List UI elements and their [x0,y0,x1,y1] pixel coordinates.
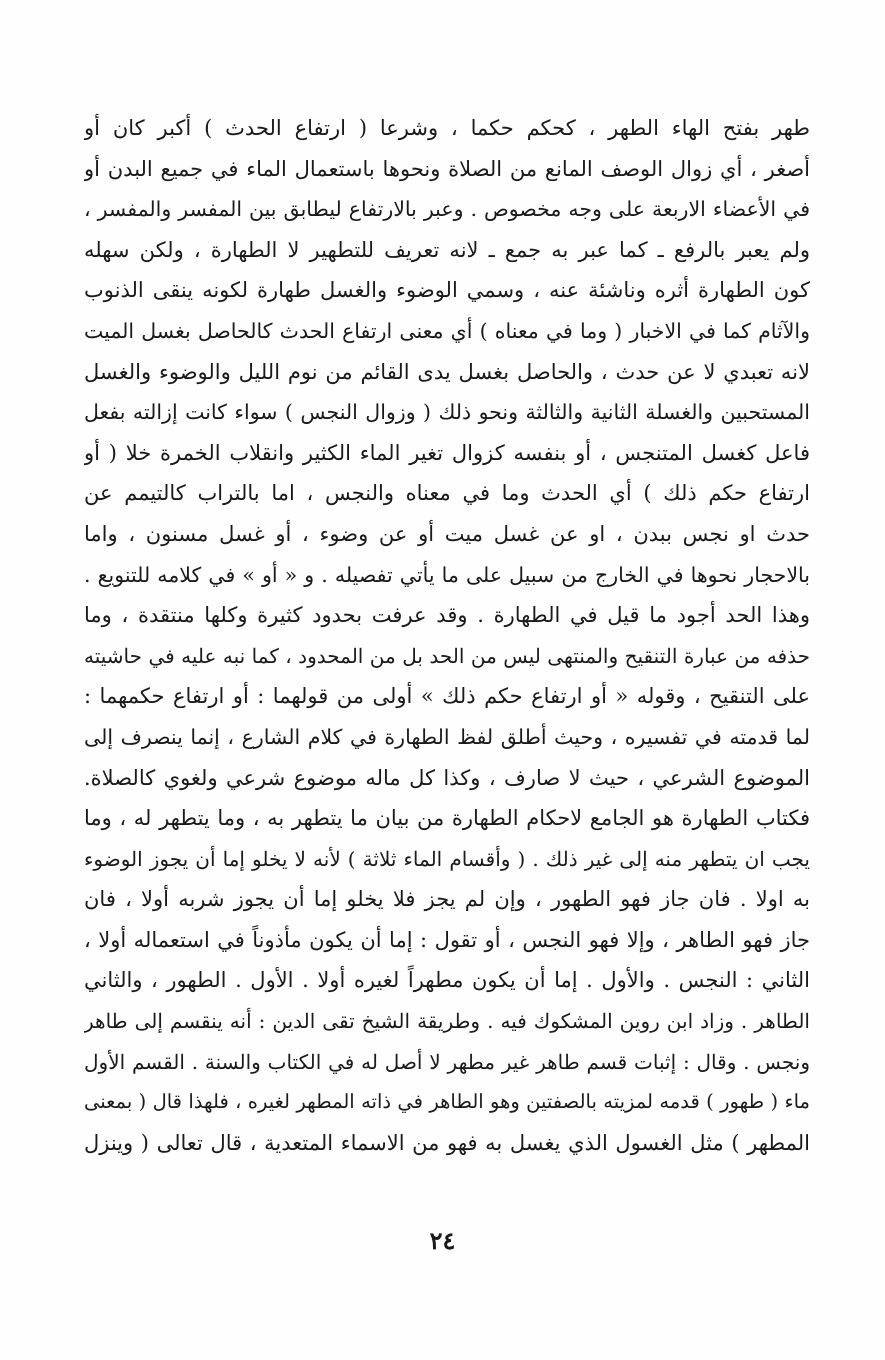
arabic-text-body [84,108,810,1163]
text-line: به اولا . فان جاز فهو الطهور ، وإن لم يجز فلا يخلو إما أن يجوز شربه أولا ، فان [84,887,810,912]
text-line: حذفه من عبارة التنقيح والمنتهى ليس من الحد بل من المحدود ، كما نبه عليه في حاشيته [84,643,810,668]
text-line: الموضوع الشرعي ، حيث لا صارف ، وكذا كل ماله موضوع شرعي ولغوي كالصلاة. [84,765,810,790]
text-line: لانه تعبدي لا عن حدث ، والحاصل بغسل يدى القائم من نوم الليل والوضوء والغسل [84,359,810,384]
text-line: فاعل كغسل المتنجس ، أو بنفسه كزوال تغير الماء الكثير وانقلاب الخمرة خلا ( أو [84,440,810,465]
text-line: الثاني : النجس . والأول . إما أن يكون مطهراً لغيره أولا . الأول . الطهور ، والثاني [84,968,810,993]
text-line: يجب ان يتطهر منه إلى غير ذلك . ( وأقسام الماء ثلاثة ) لأنه لا يخلو إما أن يجوز الوضوء [84,846,810,871]
text-line: كون الطهارة أثره وناشئة عنه ، وسمي الوضوء والغسل طهارة لكونه ينقى الذنوب [84,278,810,303]
text-line: في الأعضاء الاربعة على وجه مخصوص . وعبر بالارتفاع ليطابق بين المفسر والمفسر ، [84,197,810,222]
text-line: المطهر ) مثل الغسول الذي يغسل به فهو من الاسماء المتعدية ، قال تعالى ( وينزل [84,1130,810,1155]
text-line: جاز فهو الطاهر ، وإلا فهو النجس ، أو تقول : إما أن يكون مأذوناً في استعماله أولا ، [84,927,810,952]
text-line: لما قدمته في تفسيره ، وحيث أطلق لفظ الطهارة في كلام الشارع ، إنما ينصرف إلى [84,724,810,749]
text-line: حدث او نجس ببدن ، او عن غسل ميت أو عن وضوء ، أو غسل مسنون ، واما [84,521,810,546]
text-line: والآثام كما في الاخبار ( وما في معناه ) أي معنى ارتفاع الحدث كالحاصل بغسل الميت [84,318,810,343]
text-line: المستحبين والغسلة الثانية والثالثة ونحو ذلك ( وزوال النجس ) سواء كانت إزالته بفعل [84,400,810,425]
text-line: وهذا الحد أجود ما قيل في الطهارة . وقد عرفت بحدود كثيرة وكلها منتقدة ، وما [84,603,810,628]
text-line: بالاحجار نحوها في الخارج من سبيل على ما يأتي تفصيله . و « أو » في كلامه للتنويع . [84,562,810,587]
text-line: ولم يعبر بالرفع ـ كما عبر به جمع ـ لانه تعريف للتطهير لا الطهارة ، ولكن سهله [84,237,810,262]
text-line: الطاهر . وزاد ابن روين المشكوك فيه . وطريقة الشيخ تقى الدين : أنه ينقسم إلى طاهر [84,1009,810,1034]
page-number: ٢٤ [429,1226,456,1255]
text-line: أصغر ، أي زوال الوصف المانع من الصلاة ونحوها باستعمال الماء في جميع البدن أو [84,156,810,181]
text-line: فكتاب الطهارة هو الجامع لاحكام الطهارة من بيان ما يتطهر به ، وما يتطهر له ، وما [84,806,810,831]
text-line: ماء ( طهور ) قدمه لمزيته بالصفتين وهو الطاهر في ذاته المطهر لغيره ، فلهذا قال ( بمعنى [84,1090,810,1114]
text-line: على التنقيح ، وقوله « أو ارتفاع حكم ذلك » أولى من قولهما : أو ارتفاع حكمهما : [84,684,810,709]
text-line: ونجس . وقال : إثبات قسم طاهر غير مطهر لا أصل له في الكتاب والسنة . القسم الأول [84,1049,810,1074]
text-line: طهر بفتح الهاء الطهر ، كحكم حكما ، وشرعا ( ارتفاع الحدث ) أكبر كان أو [84,116,810,140]
text-line: ارتفاع حكم ذلك ) أي الحدث وما في معناه والنجس ، اما بالتراب كالتيمم عن [84,481,810,506]
